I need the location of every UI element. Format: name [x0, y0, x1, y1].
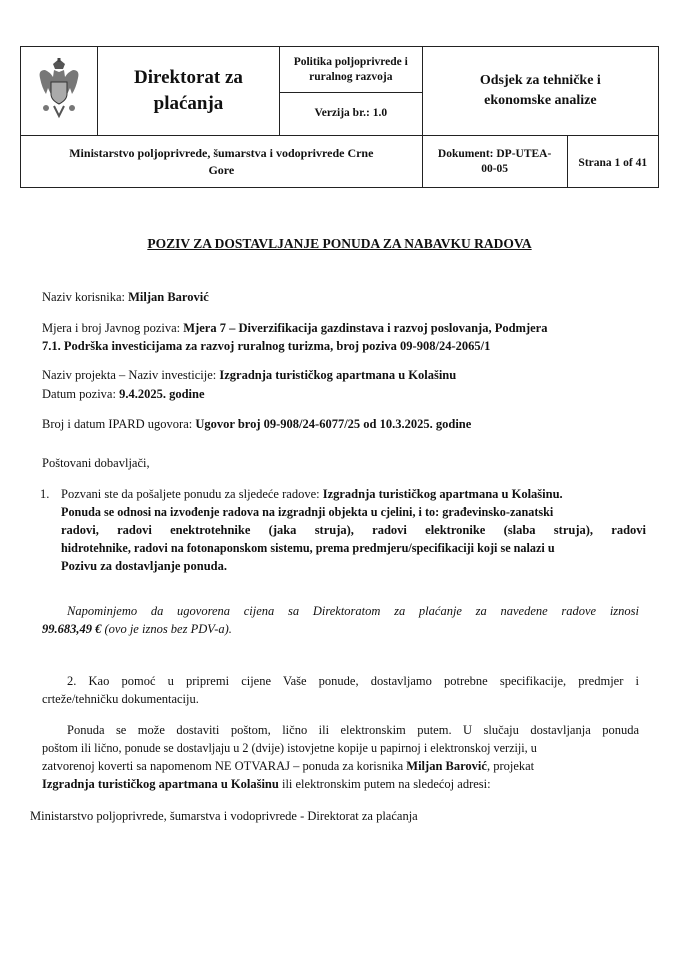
policy-box: [280, 48, 422, 93]
user-value: Miljan Barović: [128, 290, 209, 304]
directorate-cell: [98, 47, 280, 136]
delivery-project: Izgradnja turističkog apartmana u Kolašinu: [42, 777, 279, 791]
date-field: [42, 386, 205, 403]
document-number-line1: Dokument: DP-UTEA-: [437, 147, 552, 160]
delivery-line4: [42, 776, 491, 793]
document-number-line2: 00-05: [481, 162, 509, 175]
project-field: [42, 367, 456, 384]
project-label: Naziv projekta – Naziv investicije:: [42, 368, 220, 382]
item2-line1: 2. Kao pomoć u pripremi cijene Vaše ponude, dostavljamo potrebne specifikacije, predmjer i: [67, 674, 639, 688]
ministry-line1: Ministarstvo poljoprivrede, šumarstva i vodoprivrede Crne: [69, 145, 374, 160]
call-label: Mjera i broj Javnog poziva:: [42, 321, 184, 335]
montenegro-coat-of-arms-icon: [36, 58, 82, 120]
directorate-title-line1: Direktorat za: [134, 67, 243, 89]
date-value: 9.4.2025. godine: [119, 387, 205, 401]
item1-line5: Pozivu za dostavljanje ponuda.: [61, 559, 227, 573]
version-box: [280, 93, 422, 135]
delivery-line1: Ponuda se može dostaviti poštom, lično ili elektronskim putem. U slučaju dostavljanja ponuda: [67, 723, 639, 737]
item1-line1: [61, 486, 563, 503]
address: Ministarstvo poljoprivrede, šumarstva i vodoprivrede - Direktorat za plaćanja: [30, 809, 418, 823]
document-number-cell: [422, 136, 567, 188]
note-amount: 99.683,49 €: [42, 622, 102, 636]
delivery-line3-a: zatvorenoj koverti sa napomenom NE OTVARAJ – ponuda za korisnika: [42, 759, 407, 773]
delivery-line2: poštom ili lično, ponude se dostavljaju u 2 (dvije) istovjetne kopije u papirnoj i elektronskoj verziji, u: [42, 741, 537, 755]
call-field: [42, 320, 547, 337]
logo-cell: [21, 47, 98, 136]
project-value: Izgradnja turističkog apartmana u Kolašinu: [219, 368, 457, 382]
call-value-line1: Mjera 7 – Diverzifikacija gazdinstava i razvoj poslovanja, Podmjera: [183, 321, 548, 335]
department-cell: [422, 47, 658, 136]
contract-field: [42, 416, 471, 433]
delivery-line3-c: , projekat: [486, 759, 535, 773]
call-value-line2: 7.1. Podrška investicijama za razvoj ruralnog turizma, broj poziva 09-908/24-2065/1: [42, 339, 491, 353]
item1-line4: hidrotehnike, radovi na fotonaponskom sistemu, prema predmjeru/specifikaciji koji se nalazi u: [61, 541, 555, 555]
item1-number: 1.: [40, 487, 50, 501]
delivery-line4-b: ili elektronskim putem na sledećoj adresi:: [278, 777, 491, 791]
item1-project: Izgradnja turističkog apartmana u Kolašinu.: [322, 487, 563, 501]
note-line1: Napominjemo da ugovorena cijena sa Direktoratom za plaćanje za navedene radove iznosi: [67, 604, 639, 618]
date-label: Datum poziva:: [42, 387, 120, 401]
item2-line2: crteže/tehničku dokumentaciju.: [42, 692, 199, 706]
user-field: [42, 289, 209, 306]
page-number-cell: [567, 136, 658, 188]
note-line2: [42, 621, 232, 638]
contract-value: Ugovor broj 09-908/24-6077/25 od 10.3.2025. godine: [195, 417, 472, 431]
directorate-title-line2: plaćanja: [153, 93, 224, 114]
note-rest: (ovo je iznos bez PDV-a).: [101, 622, 232, 636]
policy-line2: ruralnog razvoja: [309, 70, 393, 83]
department-line1: Odsjek za tehničke i: [479, 72, 601, 88]
greeting: Poštovani dobavljači,: [42, 456, 150, 470]
item1-intro: Pozvani ste da pošaljete ponudu za sljedeće radove:: [61, 487, 323, 501]
department-line2: ekonomske analize: [484, 93, 597, 108]
delivery-user: Miljan Barović: [406, 759, 487, 773]
policy-version-cell: [279, 47, 422, 136]
item1-line3: radovi, radovi enektrotehnike (jaka struja), radovi elektronike (slaba struja), radovi: [61, 523, 646, 537]
version-label: Verzija br.: 1.0: [314, 107, 388, 120]
document-title: POZIV ZA DOSTAVLJANJE PONUDA ZA NABAVKU RADOVA: [147, 236, 532, 251]
ministry-line2: Gore: [208, 162, 235, 177]
document-header-table: [20, 46, 659, 188]
item1-line2: Ponuda se odnosi na izvođenje radova na izgradnji objekta u cjelini, i to: građevinsko-zanatski: [61, 505, 554, 519]
page-number: Strana 1 of 41: [578, 156, 648, 169]
user-label: Naziv korisnika:: [42, 290, 129, 304]
contract-label: Broj i datum IPARD ugovora:: [42, 417, 196, 431]
delivery-line3: [42, 758, 534, 775]
ministry-cell: [21, 136, 423, 188]
policy-line1: Politika poljoprivrede i: [293, 55, 408, 68]
